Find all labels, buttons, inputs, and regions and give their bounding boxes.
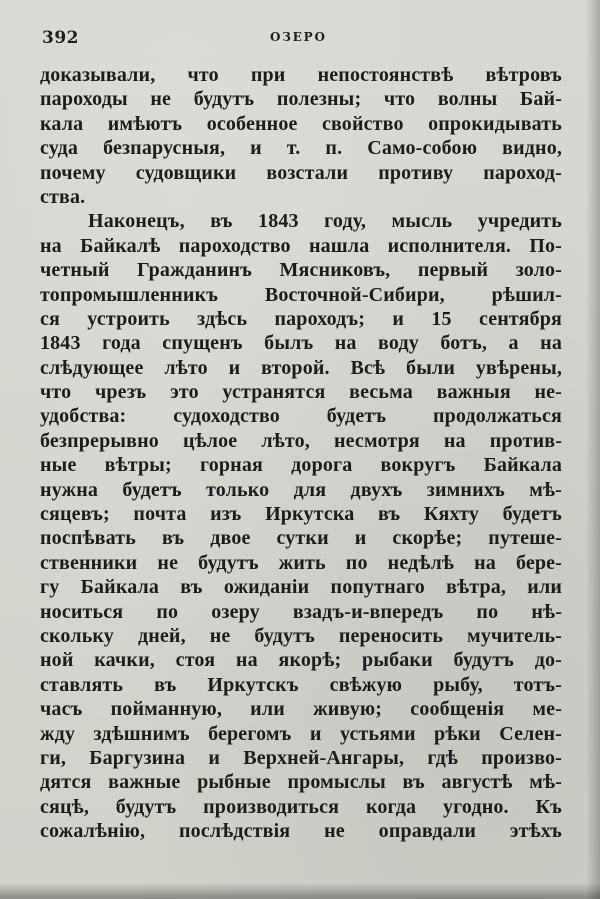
- page-bottom-shadow: [0, 883, 600, 899]
- page-number: 392: [42, 28, 79, 48]
- text-line: поспѣвать въ двое сутки и скорѣе; путеше-: [40, 527, 562, 550]
- text-line: доказывали, что при непостоянствѣ вѣтровъ: [40, 64, 562, 86]
- text-line: безпрерывно цѣлое лѣто, несмотря на против-: [40, 429, 562, 452]
- text-line: слѣдующее лѣто и второй. Всѣ были увѣрены,: [40, 356, 562, 379]
- text-line: ги, Баргузина и Верхней-Ангары, гдѣ произво-: [40, 746, 562, 769]
- text-line: сяцевъ; почта изъ Иркутска въ Кяхту будетъ: [40, 503, 562, 526]
- text-line: суда безпарусныя, и т. п. Само-собою видно,: [40, 137, 562, 160]
- text-line: ся устроить здѣсь пароходъ; и 15 сентября: [40, 307, 562, 330]
- text-line: скольку дней, не будутъ переносить мучитель-: [40, 624, 562, 647]
- paragraph-2: [40, 209, 562, 843]
- text-line: кала имѣютъ особенное свойство опрокидывать: [40, 112, 562, 135]
- paragraph-1: [40, 63, 562, 209]
- page-header: [42, 28, 562, 50]
- text-line: 1843 года спущенъ былъ на воду ботъ, а на: [40, 332, 562, 355]
- text-line: топромышленникъ Восточной-Сибири, рѣшил-: [40, 283, 562, 306]
- text-line: Наконецъ, въ 1843 году, мысль учредить: [88, 210, 562, 233]
- text-line: удобства: судоходство будетъ продолжаться: [40, 405, 562, 428]
- text-line: часъ пойманную, или живую; сообщенія ме-: [40, 698, 562, 721]
- text-line: носиться по озеру взадъ-и-впередъ по нѣ-: [40, 600, 562, 623]
- text-line: сожалѣнію, послѣдствія не оправдали этѣхъ: [40, 820, 562, 843]
- text-line: ставлять въ Иркутскъ свѣжую рыбу, тотъ-: [40, 673, 562, 696]
- text-line: ственники не будутъ жить по недѣлѣ на бере-: [40, 551, 562, 574]
- text-line: почему судовщики возстали противу пароход-: [40, 161, 562, 184]
- running-head: ОЗЕРО: [270, 30, 327, 44]
- text-line: ства.: [40, 185, 86, 208]
- text-line: четный Гражданинъ Мясниковъ, первый золо-: [40, 259, 562, 282]
- text-line: сяцѣ, будутъ производиться когда угодно. Къ: [40, 795, 562, 818]
- text-line: дятся важные рыбные промыслы въ августѣ мѣ-: [40, 771, 562, 794]
- text-line: жду здѣшнимъ берегомъ и устьями рѣки Селен-: [40, 722, 562, 745]
- text-line: пароходы не будутъ полезны; что волны Бай-: [40, 88, 562, 111]
- text-line: ные вѣтры; горная дорога вокругъ Байкала: [40, 454, 562, 477]
- body-text: [40, 63, 562, 844]
- text-line: ной качки, стоя на якорѣ; рыбаки будутъ до-: [40, 649, 562, 672]
- text-line: что чрезъ это устранятся весьма важныя не-: [40, 381, 562, 404]
- text-line: гу Байкала въ ожиданіи попутнаго вѣтра, или: [40, 576, 562, 599]
- text-line: нужна будетъ только для двухъ зимнихъ мѣ-: [40, 478, 562, 501]
- page-edge-shadow: [586, 0, 600, 899]
- text-line: на Байкалѣ пароходство нашла исполнителя. По-: [40, 234, 562, 257]
